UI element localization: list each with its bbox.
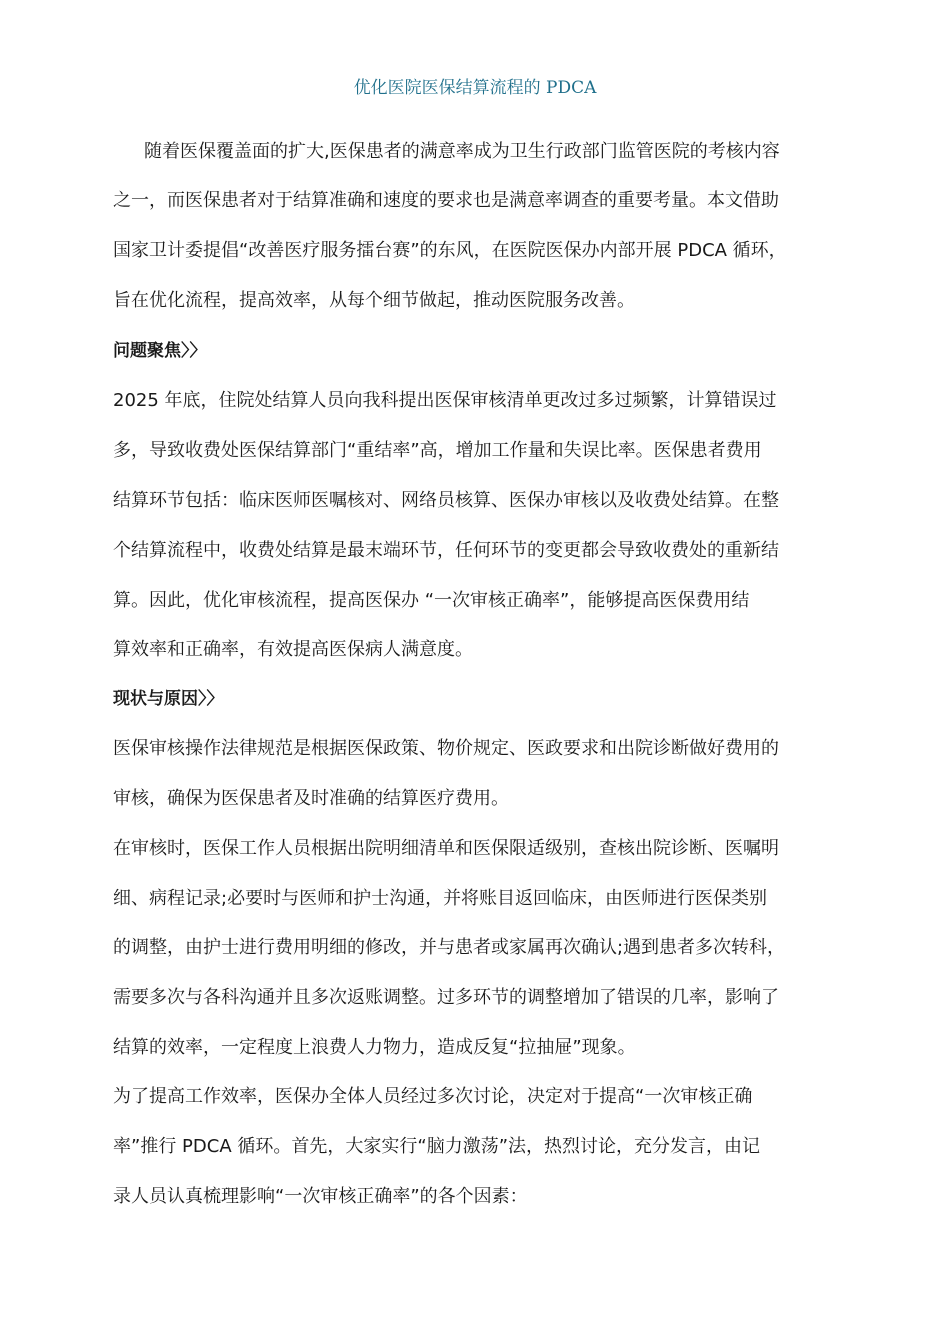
document-title: 优化医院医保结算流程的 PDCA (353, 78, 597, 98)
section1-line: 结算环节包括：临床医师医嘱核对、网络员核算、医保办审核以及收费处结算。在整 (113, 490, 779, 511)
section1-line: 2025 年底，住院处结算人员向我科提出医保审核清单更改过多过频繁，计算错误过 (113, 390, 777, 411)
section2-line: 细、病程记录;必要时与医师和护士沟通，并将账目返回临床，由医师进行医保类别 (113, 888, 768, 909)
section-heading-status: 现状与原因〉〉 (113, 689, 224, 709)
section1-line: 算。因此，优化审核流程，提高医保办 “一次审核正确率”，能够提高医保费用结 (113, 590, 750, 611)
section1-line: 多，导致收费处医保结算部门“重结率”高，增加工作量和失误比率。医保患者费用 (113, 440, 762, 461)
intro-line: 之一，而医保患者对于结算准确和速度的要求也是满意率调查的重要考量。本文借助 (113, 190, 779, 211)
section2-line: 在审核时，医保工作人员根据出院明细清单和医保限适级别，查核出院诊断、医嘱明 (113, 838, 779, 859)
section2-line: 审核，确保为医保患者及时准确的结算医疗费用。 (113, 788, 509, 809)
section2-line: 需要多次与各科沟通并且多次返账调整。过多环节的调整增加了错误的几率，影响了 (113, 987, 779, 1008)
section2-line: 率”推行 PDCA 循环。首先，大家实行“脑力激荡”法，热烈讨论，充分发言，由记 (113, 1136, 761, 1157)
intro-line: 随着医保覆盖面的扩大,医保患者的满意率成为卫生行政部门监管医院的考核内容 (144, 141, 780, 162)
intro-line: 国家卫计委提倡“改善医疗服务擂台赛”的东风，在医院医保办内部开展 PDCA 循环， (113, 240, 787, 261)
section2-line: 为了提高工作效率，医保办全体人员经过多次讨论，决定对于提高“一次审核正确 (113, 1086, 753, 1107)
section-heading-problem: 问题聚焦〉〉 (113, 341, 207, 361)
section2-line: 医保审核操作法律规范是根据医保政策、物价规定、医政要求和出院诊断做好费用的 (113, 738, 779, 759)
section2-line: 录人员认真梳理影响“一次审核正确率”的各个因素： (113, 1186, 528, 1207)
intro-line: 旨在优化流程，提高效率，从每个细节做起，推动医院服务改善。 (113, 290, 635, 311)
section1-line: 个结算流程中，收费处结算是最末端环节，任何环节的变更都会导致收费处的重新结 (113, 540, 779, 561)
section2-line: 结算的效率，一定程度上浪费人力物力，造成反复“拉抽屉”现象。 (113, 1037, 636, 1058)
section1-line: 算效率和正确率，有效提高医保病人满意度。 (113, 639, 473, 660)
section2-line: 的调整，由护士进行费用明细的修改，并与患者或家属再次确认;遇到患者多次转科， (113, 937, 786, 958)
